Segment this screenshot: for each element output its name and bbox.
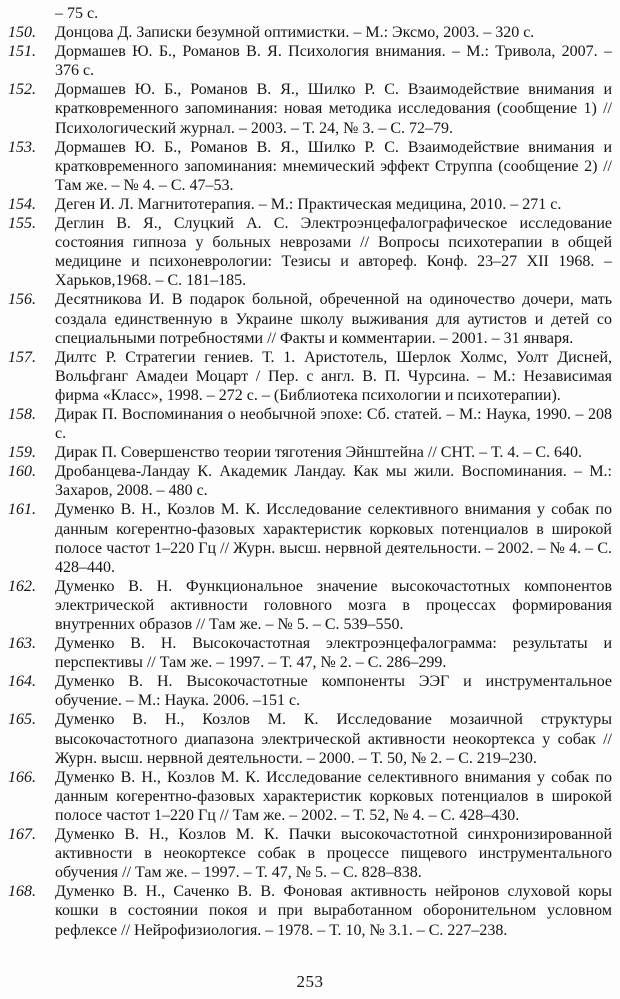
entry-number: 156. <box>8 291 36 309</box>
entry-text: Деген И. Л. Магнитотерапия. – М.: Практическая медицина, 2010. – 271 с. <box>55 195 562 213</box>
entry-number: 167. <box>8 826 36 844</box>
entry-text: Дробанцева-Ландау К. Академик Ландау. Как мы жили. Воспоминания. – М.: Захаров, 2008. – 480 с. <box>55 463 612 500</box>
entry-text: Дилтс Р. Стратегии гениев. Т. 1. Аристотель, Шерлок Холмс, Уолт Дисней, Вольфганг Амадеи Моцарт / Пер. с англ. В. П. Чурсина. – М.: Независимая фирма «Класс», 1998. – 272 с. – (Библиотека психологии и психотерапии). <box>55 348 612 404</box>
continuation-line: – 75 с. <box>55 5 99 22</box>
entry-number: 165. <box>8 711 36 729</box>
entry-number: 158. <box>8 405 36 423</box>
entry-number: 163. <box>8 635 36 653</box>
entry-number: 157. <box>8 348 36 366</box>
entry-text: Думенко В. Н. Функциональное значение высокочастотных компонентов электрической активности головного мозга в процессах формирования внутренних образов // Там же. – № 5. – С. 539–550. <box>55 577 612 633</box>
reference-list <box>8 23 612 940</box>
reference-entry <box>8 768 612 825</box>
reference-entry <box>8 138 612 195</box>
entry-text: Дормашев Ю. Б., Романов В. Я., Шилко Р. С. Взаимодействие внимания и кратковременного запоминания: мнемический эффект Струппа (сообщение 2) // Там же. – № 4. – С. 47–53. <box>55 138 612 194</box>
reference-entry <box>8 80 612 137</box>
entry-text: Донцова Д. Записки безумной оптимистки. – М.: Эксмо, 2003. – 320 с. <box>55 24 535 42</box>
reference-entry <box>8 500 612 576</box>
reference-entry <box>8 577 612 634</box>
entry-text: Думенко В. Н., Козлов М. К. Пачки высокочастотной синхронизированной активности в неокортексе собак в процессе пищевого инструментального обучения // Там же. – 1997. – Т. 47, № 5. – С. 828–838. <box>55 826 612 882</box>
entry-text: Десятникова И. В подарок больной, обреченной на одиночество дочери, мать создала единственную в Украине школу выживания для аутистов и детей со специальными потребностями // Факты и комментарии. – 2001. – 31 января. <box>55 291 612 347</box>
entry-text: Думенко В. Н. Высокочастотная электроэнцефалограмма: результаты и перспективы // Там же. – 1997. – Т. 47, № 2. – С. 286–299. <box>55 635 612 672</box>
entry-number: 152. <box>8 81 36 99</box>
entry-number: 168. <box>8 883 36 901</box>
reference-entry <box>8 710 612 767</box>
reference-entry <box>8 672 612 710</box>
entry-text: Думенко В. Н. Высокочастотные компоненты ЭЭГ и инструментальное обучение. – М.: Наука. 2006. –151 с. <box>55 673 612 710</box>
entry-number: 153. <box>8 138 36 156</box>
reference-entry <box>8 462 612 500</box>
entry-number: 155. <box>8 215 36 233</box>
entry-number: 151. <box>8 43 36 61</box>
entry-text: Дормашев Ю. Б., Романов В. Я. Психология внимания. – М.: Тривола, 2007. – 376 с. <box>55 43 612 80</box>
entry-text: Дирак П. Воспоминания о необычной эпохе: Сб. статей. – М.: Наука, 1990. – 208 с. <box>55 405 612 443</box>
reference-entry <box>8 634 612 672</box>
reference-entry <box>8 23 612 42</box>
page-number: 253 <box>296 971 324 991</box>
entry-number: 166. <box>8 768 36 786</box>
reference-entry <box>8 825 612 882</box>
reference-entry <box>8 195 612 214</box>
entry-number: 164. <box>8 673 36 691</box>
reference-entry <box>8 405 612 443</box>
entry-number: 160. <box>8 463 36 481</box>
reference-entry <box>8 290 612 347</box>
entry-text: Думенко В. Н., Козлов М. К. Исследование мозаичной структуры высокочастотного диапазона электрической активности неокортекса у собак // Журн. высш. нервной деятельности. – 2000. – Т. 50, № 2. – С. 219–230. <box>55 711 612 767</box>
reference-entry <box>8 348 612 405</box>
entry-text: Дирак П. Совершенство теории тяготения Эйнштейна // СНТ. – Т. 4. – С. 640. <box>55 444 583 462</box>
entry-text: Думенко В. Н., Саченко В. В. Фоновая активность нейронов слуховой коры кошки в состоянии покоя и при выработанном оборонительном условном рефлексе // Нейрофизиология. – 1978. – Т. 10, № 3.1. – С. 227–238. <box>55 883 612 939</box>
reference-entry <box>8 214 612 290</box>
entry-text: Думенко В. Н., Козлов М. К. Исследование селективного внимания у собак по данным когерентно-фазовых характеристик корковых потенциалов в широкой полосе частот 1–220 Гц // Журн. высш. нервной деятельности. – 2002. – № 4. – С. 428–440. <box>55 501 612 576</box>
reference-entry <box>8 42 612 80</box>
entry-number: 162. <box>8 577 36 595</box>
entry-number: 150. <box>8 24 36 42</box>
entry-number: 161. <box>8 501 36 519</box>
entry-text: Деглин В. Я., Слуцкий А. С. Электроэнцефалографическое исследование состояния гипноза у больных неврозами // Вопросы психотерапии в общей медицине и психоневрологии: Тезисы и автореф. Конф. 23–27 XII 1968. – Харьков,1968. – С. 181–185. <box>55 215 612 290</box>
entry-number: 159. <box>8 444 36 462</box>
entry-text: Дормашев Ю. Б., Романов В. Я., Шилко Р. С. Взаимодействие внимания и кратковременного запоминания: новая методика исследования (сообщение 1) // Психологический журнал. – 2003. – Т. 24, № 3. – С. 72–79. <box>55 81 612 137</box>
reference-entry <box>8 882 612 939</box>
entry-text: Думенко В. Н., Козлов М. К. Исследование селективного внимания у собак по данным когерентно-фазовых характеристик корковых потенциалов в широкой полосе частот 1–220 Гц // Там же. – 2002. – Т. 52, № 4. – С. 428–430. <box>55 768 612 824</box>
reference-entry <box>8 443 612 462</box>
entry-number: 154. <box>8 195 36 213</box>
